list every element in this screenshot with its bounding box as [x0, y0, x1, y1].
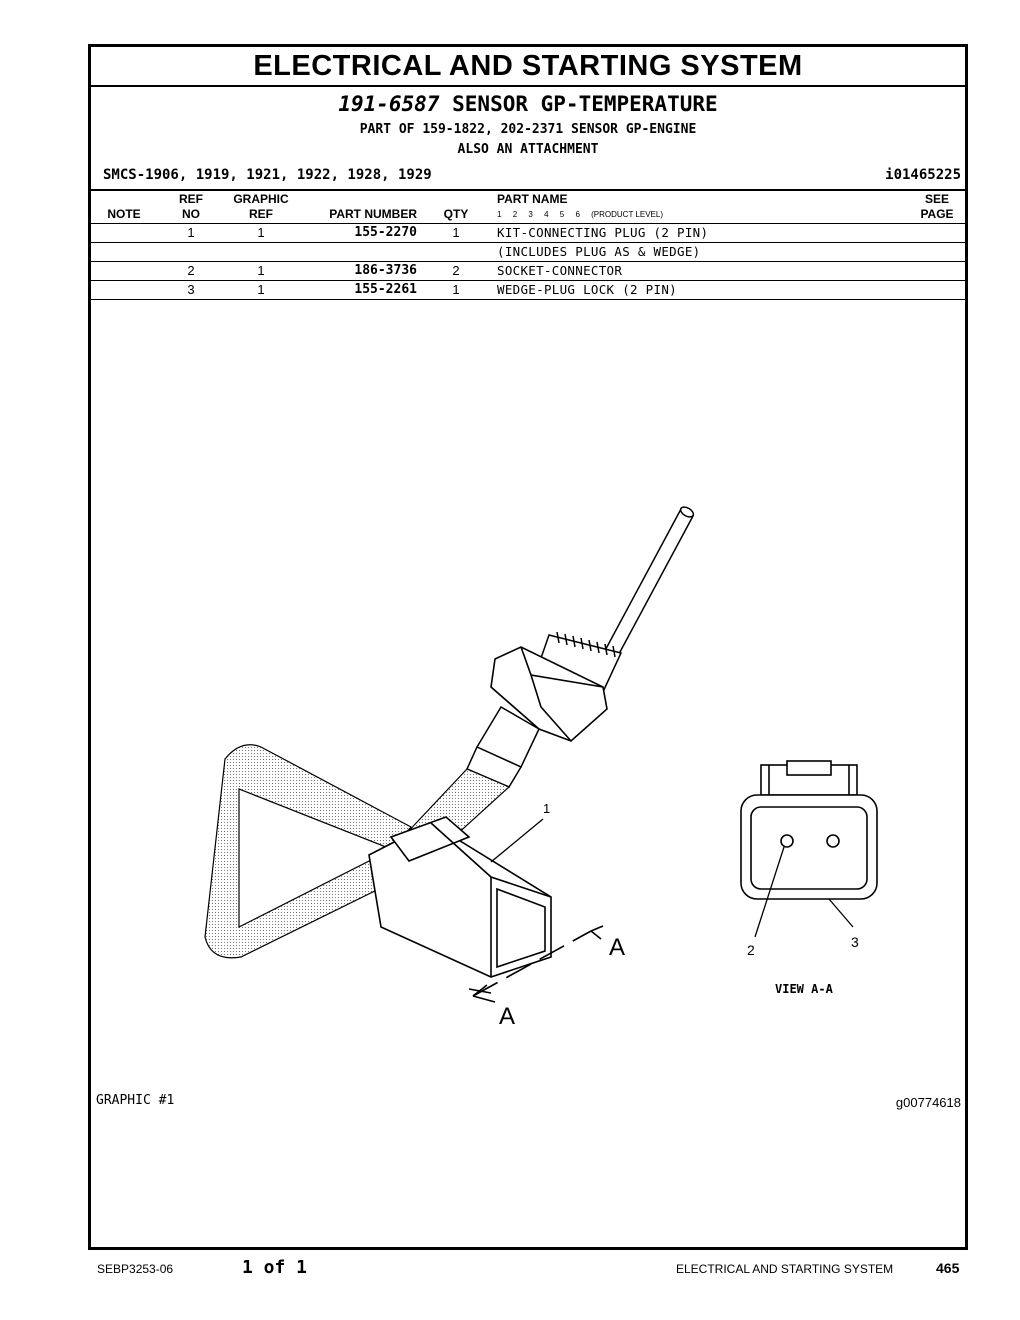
- level-1: 1: [497, 210, 502, 219]
- col-part-name: PART NAME: [497, 192, 568, 206]
- quantity: 1: [452, 225, 460, 240]
- footer-page-number: 465: [936, 1260, 960, 1276]
- graphic-ref: 1: [257, 225, 265, 240]
- col-see-top: SEE: [924, 192, 949, 206]
- ref-no: 2: [187, 263, 195, 278]
- sensor-probe: [601, 505, 695, 665]
- part-number[interactable]: 186-3736: [354, 263, 417, 278]
- graphic-ref: 1: [257, 282, 265, 297]
- col-part-number: PART NUMBER: [329, 207, 417, 221]
- section-mark-lower: A: [499, 1003, 516, 1030]
- level-3: 3: [528, 210, 533, 219]
- page-frame: [88, 44, 968, 1250]
- part-number[interactable]: 155-2261: [354, 282, 417, 297]
- document-id: i01465225: [885, 167, 961, 183]
- col-ref-bottom: NO: [182, 207, 200, 221]
- footer-doc-number: SEBP3253-06: [97, 1262, 174, 1276]
- part-title: SENSOR GP-TEMPERATURE: [452, 92, 718, 116]
- view-label: VIEW A-A: [775, 982, 833, 996]
- col-qty: QTY: [443, 207, 469, 221]
- view-a-a: [741, 761, 877, 899]
- footer-section: ELECTRICAL AND STARTING SYSTEM: [676, 1262, 894, 1276]
- part-name: WEDGE-PLUG LOCK (2 PIN): [497, 282, 677, 297]
- part-name: KIT-CONNECTING PLUG (2 PIN): [497, 225, 709, 240]
- graphic-label: GRAPHIC #1: [96, 1093, 175, 1108]
- col-graphic-bottom: REF: [249, 207, 273, 221]
- part-of-line: PART OF 159-1822, 202-2371 SENSOR GP-ENGINE: [359, 122, 697, 137]
- callout-1: [491, 801, 550, 862]
- graphic-ref: 1: [257, 263, 265, 278]
- section-title: ELECTRICAL AND STARTING SYSTEM: [91, 47, 965, 87]
- col-ref-top: REF: [179, 192, 203, 206]
- footer-page-count: 1 of 1: [242, 1257, 308, 1278]
- callout-1-label: 1: [543, 801, 551, 816]
- product-level-label: (PRODUCT LEVEL): [591, 210, 663, 219]
- graphic-id: g00774618: [895, 1095, 961, 1110]
- callout-3: [829, 899, 859, 950]
- connector-plug: [369, 817, 551, 977]
- quantity: 1: [452, 282, 460, 297]
- smcs-codes: SMCS-1906, 1919, 1921, 1922, 1928, 1929: [103, 167, 432, 183]
- part-number-heading: 191-6587: [338, 92, 440, 116]
- part-name: SOCKET-CONNECTOR: [497, 263, 623, 278]
- col-note: NOTE: [107, 207, 141, 221]
- part-number[interactable]: 155-2270: [354, 225, 417, 240]
- col-graphic-top: GRAPHIC: [233, 192, 289, 206]
- ref-no: 1: [187, 225, 195, 240]
- col-see-bottom: PAGE: [920, 207, 954, 221]
- quantity: 2: [452, 263, 460, 278]
- attachment-line: ALSO AN ATTACHMENT: [457, 142, 599, 157]
- part-name: (INCLUDES PLUG AS & WEDGE): [497, 244, 701, 259]
- section-mark-upper: A: [609, 934, 626, 961]
- level-5: 5: [559, 210, 565, 219]
- callout-3-label: 3: [851, 934, 859, 950]
- callout-2-label: 2: [747, 942, 755, 958]
- sensor-drawing: [91, 47, 965, 1247]
- level-4: 4: [544, 210, 549, 219]
- level-2: 2: [512, 210, 518, 219]
- ref-no: 3: [187, 282, 195, 297]
- level-6: 6: [575, 210, 580, 219]
